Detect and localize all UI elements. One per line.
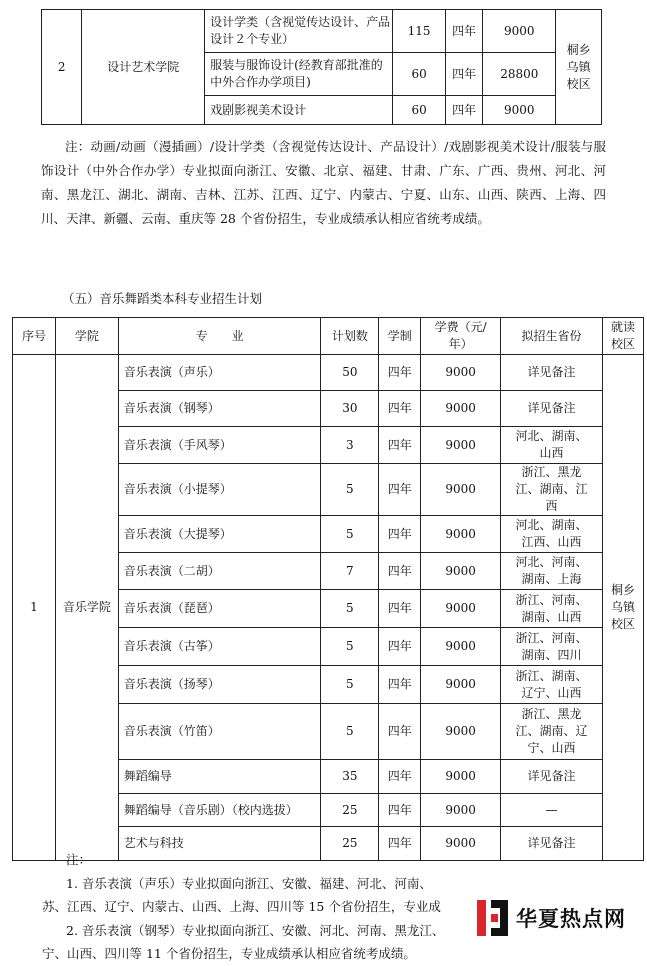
fee-cell: 9000 [421, 666, 501, 704]
fee-cell: 9000 [421, 628, 501, 666]
header-provinces: 拟招生省份 [501, 318, 603, 355]
note-1-line-1: 1. 音乐表演（声乐）专业拟面向浙江、安徽、福建、河北、河南、 [66, 875, 432, 891]
watermark [474, 893, 646, 943]
header-college: 学院 [55, 318, 118, 355]
fee-cell: 9000 [483, 10, 556, 53]
provinces-cell: — [501, 794, 603, 827]
major-cell: 戏剧影视美术设计 [205, 96, 393, 125]
campus-cell: 桐乡乌镇校区 [602, 355, 643, 861]
plan-cell: 5 [321, 704, 379, 760]
watermark-text: 华夏热点网 [516, 907, 626, 931]
years-cell: 四年 [379, 391, 421, 427]
years-cell: 四年 [379, 355, 421, 391]
major-cell: 音乐表演（二胡） [118, 553, 321, 590]
provinces-cell: 浙江、湖南、辽宁、山西 [501, 666, 603, 704]
plan-cell: 5 [321, 666, 379, 704]
plan-cell: 50 [321, 355, 379, 391]
college-cell: 设计艺术学院 [82, 10, 205, 125]
fee-cell: 9000 [421, 516, 501, 553]
note-1-line-2: 苏、江西、辽宁、内蒙古、山西、上海、四川等 15 个省份招生，专业成 [42, 899, 441, 914]
header-seq: 序号 [13, 318, 56, 355]
fee-cell: 9000 [421, 427, 501, 464]
years-cell: 四年 [379, 666, 421, 704]
years-cell: 四年 [379, 760, 421, 794]
major-cell: 音乐表演（扬琴） [118, 666, 321, 704]
fee-cell: 28800 [483, 53, 556, 96]
seq-cell: 1 [13, 355, 56, 861]
major-cell: 服装与服饰设计(经教育部批准的中外合作办学项目) [205, 53, 393, 96]
fee-cell: 9000 [421, 794, 501, 827]
years-cell: 四年 [379, 464, 421, 516]
major-cell: 设计学类（含视觉传达设计、产品设计２个专业） [205, 10, 393, 53]
notes-label: 注： [66, 852, 92, 867]
seq-cell: 2 [42, 10, 82, 125]
years-cell: 四年 [379, 827, 421, 861]
provinces-cell: 详见备注 [501, 827, 603, 861]
note-2-line-1: 2. 音乐表演（钢琴）专业拟面向浙江、安徽、河北、河南、黑龙江、 [66, 922, 445, 938]
provinces-cell: 河北、湖南、山西 [501, 427, 603, 464]
fee-cell: 9000 [421, 704, 501, 760]
note-2-line-2: 宁、山西、四川等 11 个省份招生，专业成绩承认相应省统考成绩。 [42, 946, 416, 961]
provinces-cell: 详见备注 [501, 760, 603, 794]
plan-cell: 5 [321, 464, 379, 516]
provinces-cell: 浙江、河南、湖南、四川 [501, 628, 603, 666]
header-plan: 计划数 [321, 318, 379, 355]
major-cell: 音乐表演（大提琴） [118, 516, 321, 553]
music-college-table [12, 317, 644, 861]
plan-cell: 7 [321, 553, 379, 590]
years-cell: 四年 [379, 427, 421, 464]
top-table-note: 注：动画/动画（漫插画）/设计学类（含视觉传达设计、产品设计）/戏剧影视美术设计/服装与服饰设计（中外合作办学）专业拟面向浙江、安徽、北京、福建、甘肃、广东、广西、贵州、河北、河南、黑龙江、湖北、湖南、吉林、江苏、江西、辽宁、内蒙古、宁夏、山东、山西、陕西、上海、四川、天津、新疆、云南、重庆等 28 个省份招生，专业成绩承认相应省统考成绩。 [41, 139, 606, 226]
major-cell: 音乐表演（声乐） [118, 355, 321, 391]
provinces-cell: 浙江、黑龙江、湖南、辽宁、山西 [501, 704, 603, 760]
years-cell: 四年 [379, 628, 421, 666]
table-row [13, 355, 644, 391]
provinces-cell: 河北、湖南、江西、山西 [501, 516, 603, 553]
years-cell: 四年 [379, 704, 421, 760]
section-heading: （五）音乐舞蹈类本科专业招生计划 [62, 291, 263, 306]
plan-cell: 60 [393, 53, 446, 96]
major-cell: 舞蹈编导 [118, 760, 321, 794]
provinces-cell: 浙江、黑龙江、湖南、江西 [501, 464, 603, 516]
fee-cell: 9000 [421, 553, 501, 590]
years-cell: 四年 [379, 794, 421, 827]
plan-cell: 5 [321, 516, 379, 553]
years-cell: 四年 [379, 553, 421, 590]
plan-cell: 115 [393, 10, 446, 53]
campus-cell: 桐乡乌镇校区 [556, 10, 602, 125]
major-cell: 音乐表演（手风琴） [118, 427, 321, 464]
plan-cell: 25 [321, 794, 379, 827]
years-cell: 四年 [379, 516, 421, 553]
header-row [13, 318, 644, 355]
provinces-cell: 详见备注 [501, 391, 603, 427]
major-cell: 舞蹈编导（音乐剧）（校内选拔） [118, 794, 321, 827]
header-campus: 就读校区 [602, 318, 643, 355]
provinces-cell: 浙江、河南、湖南、山西 [501, 590, 603, 628]
fee-cell: 9000 [483, 96, 556, 125]
fee-cell: 9000 [421, 760, 501, 794]
major-cell: 音乐表演（古筝） [118, 628, 321, 666]
major-cell: 音乐表演（竹笛） [118, 704, 321, 760]
provinces-cell: 河北、河南、湖南、上海 [501, 553, 603, 590]
table-row [42, 10, 602, 53]
design-college-table [41, 9, 602, 125]
fee-cell: 9000 [421, 355, 501, 391]
provinces-cell: 详见备注 [501, 355, 603, 391]
plan-cell: 3 [321, 427, 379, 464]
major-cell: 音乐表演（钢琴） [118, 391, 321, 427]
years-cell: 四年 [379, 590, 421, 628]
years-cell: 四年 [445, 53, 482, 96]
plan-cell: 60 [393, 96, 446, 125]
plan-cell: 25 [321, 827, 379, 861]
header-years: 学制 [379, 318, 421, 355]
plan-cell: 5 [321, 590, 379, 628]
plan-cell: 5 [321, 628, 379, 666]
years-cell: 四年 [445, 96, 482, 125]
major-cell: 音乐表演（琵琶） [118, 590, 321, 628]
fee-cell: 9000 [421, 391, 501, 427]
music-notes [42, 848, 462, 966]
header-major: 专 业 [118, 318, 321, 355]
plan-cell: 35 [321, 760, 379, 794]
major-cell: 音乐表演（小提琴） [118, 464, 321, 516]
fee-cell: 9000 [421, 827, 501, 861]
major-cell: 艺术与科技 [118, 827, 321, 861]
watermark-logo-icon [474, 896, 512, 940]
fee-cell: 9000 [421, 464, 501, 516]
years-cell: 四年 [445, 10, 482, 53]
fee-cell: 9000 [421, 590, 501, 628]
plan-cell: 30 [321, 391, 379, 427]
header-fee: 学费（元/年） [421, 318, 501, 355]
college-cell: 音乐学院 [55, 355, 118, 861]
